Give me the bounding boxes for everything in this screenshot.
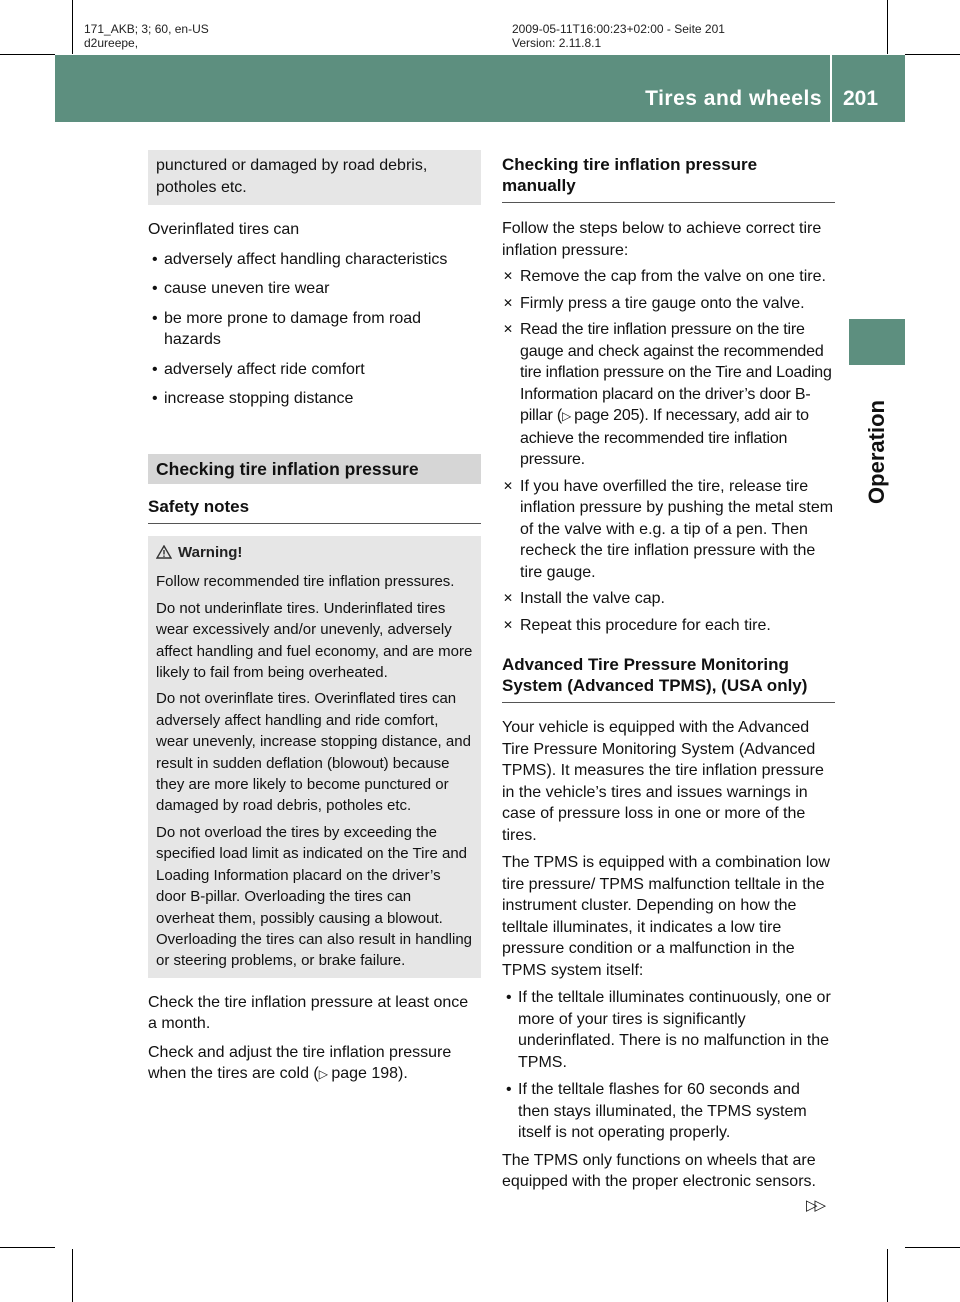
- list-item: • adversely affect handling characteristics: [148, 249, 481, 271]
- side-tab-text: Operation: [864, 400, 889, 504]
- crop-mark: [905, 1247, 960, 1248]
- text-line: potholes etc.: [156, 178, 247, 196]
- paragraph: Check the tire inflation pressure at least once a month.: [148, 993, 469, 1033]
- crop-mark: [72, 0, 73, 54]
- crop-mark: [0, 1247, 55, 1248]
- page-ref-link[interactable]: page 205: [574, 407, 640, 424]
- text-run: Check and adjust the tire inflation pressure when the tires are cold (: [148, 1043, 452, 1083]
- continue-arrow-icon: ▷▷: [806, 1197, 824, 1214]
- crop-mark: [887, 1249, 888, 1302]
- page-ref-link[interactable]: page 198: [331, 1065, 399, 1083]
- print-meta-line: 171_AKB; 3; 60, en-US: [84, 22, 209, 36]
- warning-title: Warning!: [178, 544, 243, 561]
- paragraph: Your vehicle is equipped with the Advanced Tire Pressure Monitoring System (Advanced TPMS). It measures the tire inflation pressure in the vehicle’s tires and issues warnings in case of pressure loss in one or more of the tires.: [502, 719, 824, 844]
- text-run: ).: [398, 1065, 408, 1083]
- step-item: ✕ Repeat this procedure for each tire.: [502, 615, 835, 637]
- warning-box: [148, 536, 481, 978]
- list-item: • adversely affect ride comfort: [148, 359, 481, 381]
- page-ref-arrow-icon: ▷: [318, 1067, 332, 1082]
- list-item: • increase stopping distance: [148, 388, 481, 410]
- print-meta-line: d2ureepe,: [84, 36, 139, 50]
- crop-mark: [905, 54, 960, 55]
- warning-icon: [156, 544, 172, 565]
- paragraph: The TPMS only functions on wheels that are equipped with the proper electronic sensors.: [502, 1151, 816, 1190]
- step-item: [502, 319, 835, 471]
- paragraph: [148, 1042, 481, 1086]
- heading-advanced-tpms: Advanced Tire Pressure Monitoring System (Advanced TPMS), (USA only): [502, 654, 835, 703]
- paragraph: The TPMS is equipped with a combination low tire pressure/ TPMS malfunction telltale in the instrument cluster. Depending on how the telltale illuminates, it indicates a low tire pressure condition or a malfunction in the TPMS system itself:: [502, 854, 830, 979]
- sub-heading: Safety notes: [148, 496, 481, 524]
- left-column: [148, 150, 481, 1086]
- overinflated-intro: Overinflated tires can: [148, 221, 300, 238]
- list-item: • If the telltale illuminates continuously, one or more of your tires is significantly underinflated. There is no malfunction in the TPMS.: [502, 987, 835, 1073]
- side-tab-label: [854, 367, 900, 537]
- steps-list: [502, 266, 835, 636]
- paragraph: Follow the steps below to achieve correct tire inflation pressure:: [502, 220, 822, 259]
- crop-mark: [72, 1249, 73, 1302]
- side-tab-marker: [849, 319, 905, 365]
- print-meta-line: Version: 2.11.8.1: [512, 36, 602, 50]
- page-section-title: Tires and wheels: [645, 87, 822, 110]
- header-title-area: [55, 55, 830, 122]
- step-item: ✕ Install the valve cap.: [502, 588, 835, 610]
- header-separator: [830, 55, 832, 122]
- warning-paragraph: Do not overload the tires by exceeding the specified load limit as indicated on the Tire and Loading Information placard on the driver’s door B-pillar. Overloading the tires can overheat them, possibly causing a blowout. Overloading the tires can also result in handling or steering problems, or brake failure.: [156, 823, 473, 970]
- list-item: • be more prone to damage from road hazards: [148, 308, 481, 351]
- text-line: punctured or damaged by road debris,: [156, 157, 428, 174]
- step-item: ✕ If you have overfilled the tire, release tire inflation pressure by pushing the metal stem of the valve with e.g. a tip of a pen. Then recheck the tire inflation pressure with the tire gauge.: [502, 476, 835, 584]
- overinflated-list: [148, 249, 481, 410]
- page-ref-arrow-icon: ▷: [561, 409, 575, 423]
- text-run: ). If necessary, add air to achieve the recommended tire inflation pressure.: [520, 407, 809, 468]
- heading-manual-check: Checking tire inflation pressure manually: [502, 154, 835, 203]
- crop-mark: [0, 54, 55, 55]
- warning-paragraph: Do not overinflate tires. Overinflated tires can adversely affect handling and ride comfort, wear unevenly, increase stopping distance, and result in sudden deflation (blowout) because they are more likely to become punctured or damaged by road debris, potholes etc.: [156, 690, 471, 815]
- page-number: 201: [843, 87, 879, 110]
- print-meta-right: [512, 22, 725, 50]
- section-heading: Checking tire inflation pressure: [148, 454, 481, 485]
- step-item: ✕ Firmly press a tire gauge onto the valve.: [502, 293, 835, 315]
- warning-paragraph: Follow recommended tire inflation pressures.: [156, 573, 455, 591]
- step-item: ✕ Remove the cap from the valve on one tire.: [502, 266, 835, 288]
- list-item: • cause uneven tire wear: [148, 278, 481, 300]
- warning-paragraph: Do not underinflate tires. Underinflated tires wear excessively and/or unevenly, adversely affect handling and fuel economy, and are more likely to fail from being overheated.: [156, 599, 473, 682]
- top-warning-continuation: [148, 150, 481, 205]
- print-meta-line: 2009-05-11T16:00:23+02:00 - Seite 201: [512, 22, 725, 36]
- list-item: • If the telltale flashes for 60 seconds and then stays illuminated, the TPMS system itself is not operating properly.: [502, 1079, 835, 1144]
- right-column: [502, 154, 835, 1193]
- text-run: Read the tire inflation pressure on the tire gauge and check against the recommended tire inflation pressure on the Tire and Loading Information placard on the driver’s door B-pillar (: [520, 321, 832, 424]
- print-meta-left: [84, 22, 209, 50]
- crop-mark: [887, 0, 888, 54]
